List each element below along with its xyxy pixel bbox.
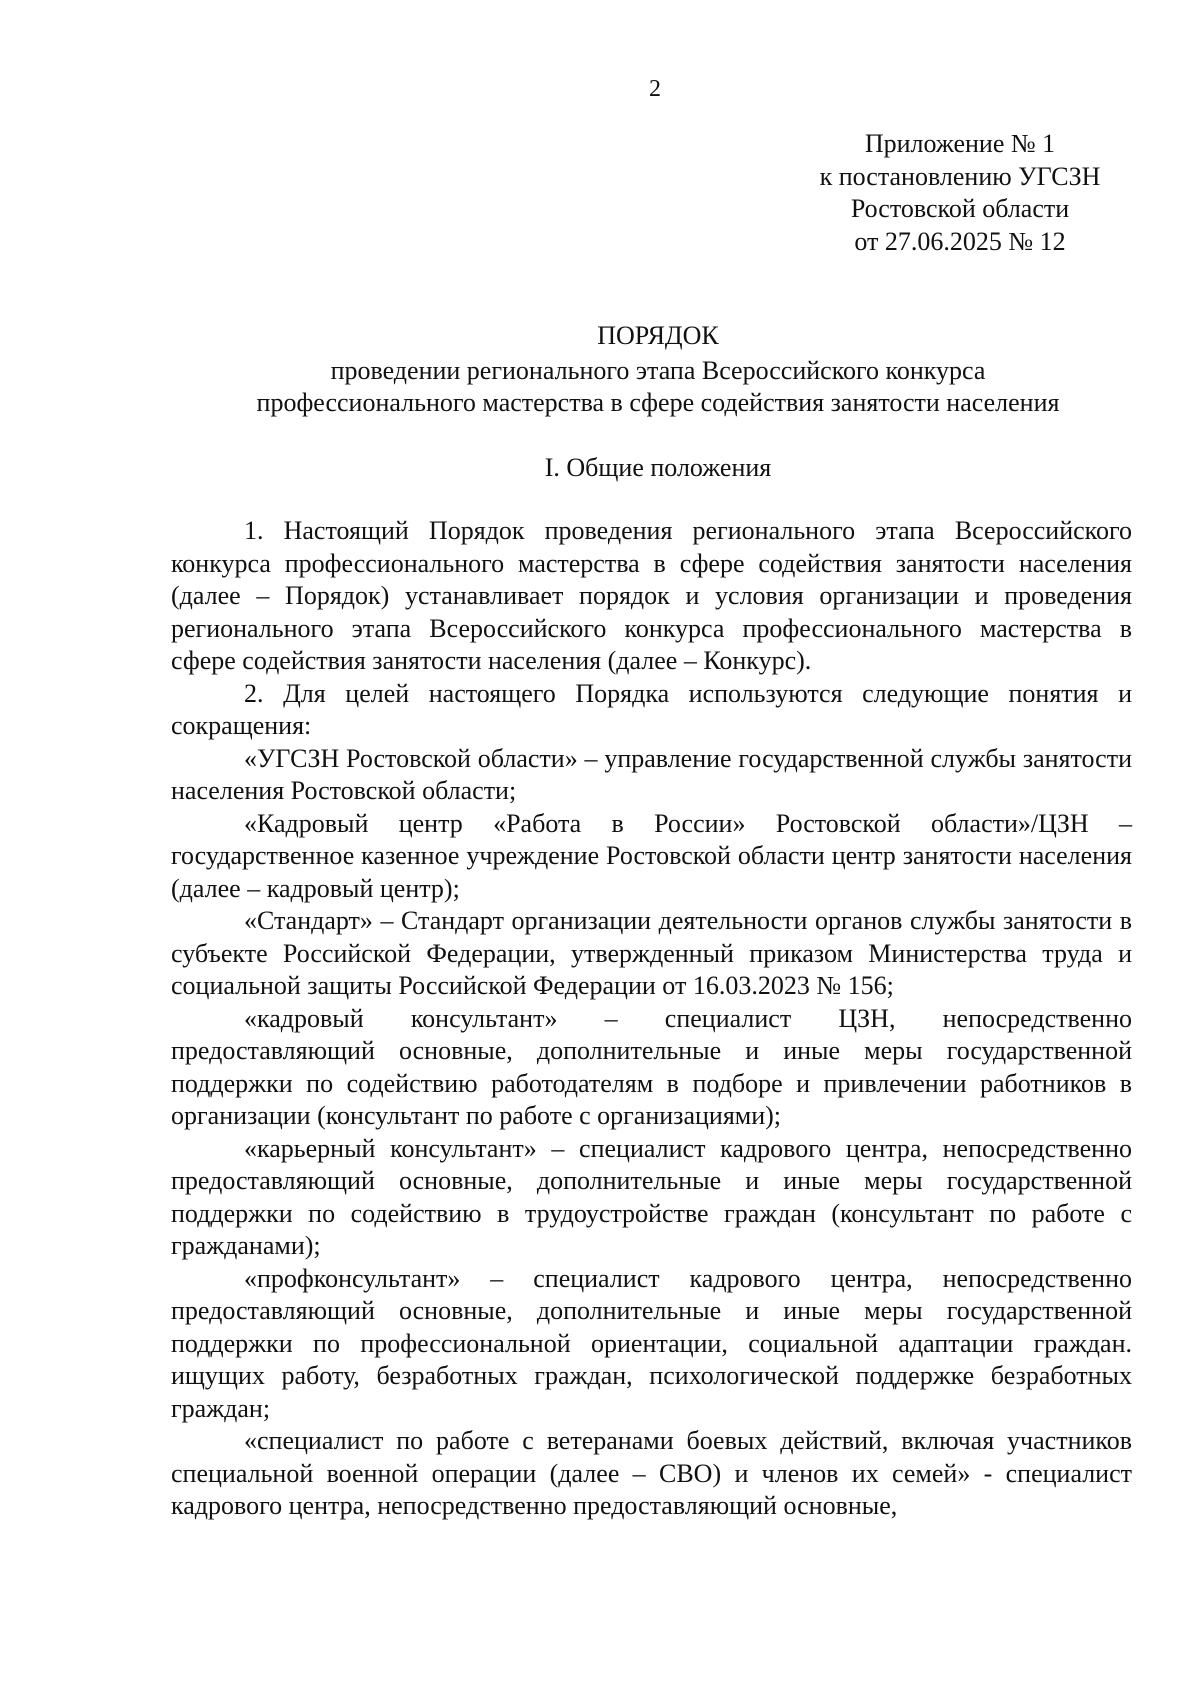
paragraph: «карьерный консультант» – специалист кадрового центра, непосредственно предоставляющий основные, дополнительные и иные меры государственной поддержки по содействию в трудоустройстве граждан (консультант по работе с гражданами);: [171, 1133, 1132, 1260]
subtitle-line: профессионального мастерства в сфере содействия занятости населения: [256, 388, 1060, 417]
appendix-block: [800, 128, 1120, 258]
paragraph: «специалист по работе с ветеранами боевых действий, включая участников специальной военной операции (далее – СВО) и членов их семей» - специалист кадрового центра, непосредственно предоставляющий основные,: [171, 1426, 1132, 1520]
appendix-line: Ростовской области: [850, 194, 1070, 223]
page-number: 2: [649, 76, 661, 102]
paragraph: 1. Настоящий Порядок проведения регионального этапа Всероссийского конкурса профессионального мастерства в сфере содействия занятости населения (далее – Порядок) устанавливает порядок и условия организации и проведения регионального этапа Всероссийского конкурса профессионального мастерства в сфере содействия занятости населения (далее – Конкурс).: [171, 516, 1132, 675]
subtitle-line: проведении регионального этапа Всероссийского конкурса: [330, 356, 986, 385]
document-title: ПОРЯДОК: [597, 321, 719, 350]
appendix-line: к постановлению УГСЗН: [819, 161, 1101, 191]
appendix-line: от 27.06.2025 № 12: [854, 226, 1066, 256]
paragraph: «профконсультант» – специалист кадрового центра, непосредственно предоставляющий основные, дополнительные и иные меры государственной поддержки по профессиональной ориентации, социальной адаптации граждан. ищущих работу, безработных граждан, психологической поддержке безработных граждан;: [171, 1263, 1132, 1423]
section-title: I. Общие положения: [544, 453, 772, 482]
paragraph: «УГСЗН Ростовской области» – управление государственной службы занятости населения Ростовской области;: [171, 743, 1132, 805]
paragraph: «Стандарт» – Стандарт организации деятельности органов службы занятости в субъекте Российской Федерации, утвержденный приказом Министерства труда и социальной защиты Российской Федерации от 16.03.2023 № 156;: [171, 906, 1132, 1000]
document-subtitle: [0, 355, 1200, 419]
document-body: [171, 515, 1132, 1523]
paragraph: «Кадровый центр «Работа в России» Ростовской области»/ЦЗН – государственное казенное учреждение Ростовской области центр занятости населения (далее – кадровый центр);: [171, 808, 1132, 903]
appendix-line: Приложение № 1: [864, 129, 1056, 158]
paragraph: 2. Для целей настоящего Порядка используются следующие понятия и сокращения:: [171, 678, 1132, 740]
paragraph: «кадровый консультант» – специалист ЦЗН, непосредственно предоставляющий основные, дополнительные и иные меры государственной поддержки по содействию работодателям в подборе и привлечении работников в организации (консультант по работе с организациями);: [171, 1003, 1132, 1130]
